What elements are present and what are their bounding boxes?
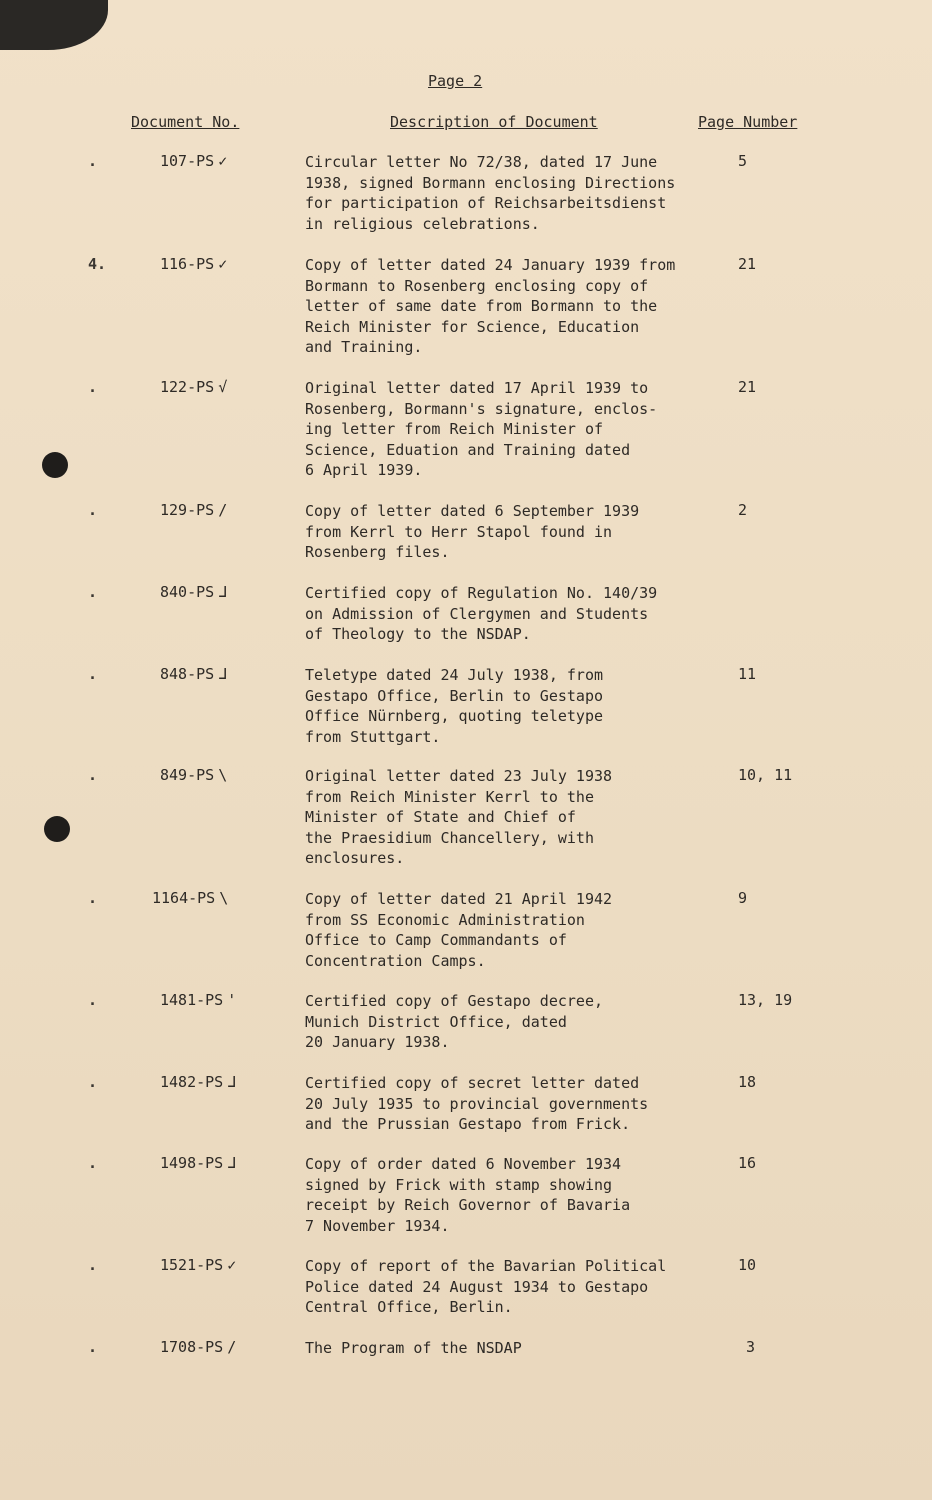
document-description: Certified copy of secret letter dated 20 July 1935 to provincial governments and the Prussian Gestapo from Frick. — [305, 1074, 649, 1133]
document-description: Original letter dated 17 April 1939 to Rosenberg, Bormann's signature, enclos- ing letter from Reich Minister of Science, Eduation and Training dated 6 April 1939. — [305, 379, 658, 479]
punch-hole-upper — [42, 452, 68, 478]
check-mark-icon: / — [227, 1338, 237, 1356]
row-mark: 4. — [88, 255, 107, 273]
document-number: 1482-PS ᒧ — [160, 1073, 237, 1091]
page-number: 10, 11 — [738, 766, 793, 784]
check-mark-icon: ✓ — [218, 255, 228, 273]
page-number: 5 — [738, 152, 748, 170]
document-number: 848-PS ᒧ — [160, 665, 228, 683]
header-page-number: Page Number — [698, 113, 798, 131]
page-number: 9 — [738, 889, 748, 907]
document-description: Copy of report of the Bavarian Political Police dated 24 August 1934 to Gestapo Central Office, Berlin. — [305, 1257, 667, 1316]
check-mark-icon: ' — [227, 991, 237, 1009]
document-number: 1481-PS ' — [160, 991, 237, 1009]
document-number: 1708-PS / — [160, 1338, 237, 1356]
row-mark: . — [88, 583, 98, 601]
check-mark-icon: \ — [218, 766, 228, 784]
page-number: 16 — [738, 1154, 757, 1172]
row-mark: . — [88, 378, 98, 396]
row-mark: . — [88, 1154, 98, 1172]
corner-binding-mark — [0, 0, 108, 50]
row-mark: . — [88, 501, 98, 519]
check-mark-icon: ᒧ — [227, 1154, 237, 1172]
check-mark-icon: √ — [218, 378, 228, 396]
document-description: Original letter dated 23 July 1938 from Reich Minister Kerrl to the Minister of State and Chief of the Praesidium Chancellery, with enclosures. — [305, 767, 613, 867]
document-description: Circular letter No 72/38, dated 17 June 1938, signed Bormann enclosing Directions for participation of Reichsarbeitsdienst in religious celebrations. — [305, 153, 676, 233]
document-number: 122-PS √ — [160, 378, 228, 396]
document-number: 1498-PS ᒧ — [160, 1154, 237, 1172]
document-number: 116-PS ✓ — [160, 255, 228, 273]
document-number: 107-PS ✓ — [160, 152, 228, 170]
document-description: Certified copy of Gestapo decree, Munich District Office, dated 20 January 1938. — [305, 992, 604, 1051]
page-number: 21 — [738, 255, 757, 273]
document-number: 849-PS \ — [160, 766, 228, 784]
row-mark: . — [88, 1338, 98, 1356]
document-number: 840-PS ᒧ — [160, 583, 228, 601]
header-description: Description of Document — [390, 113, 598, 131]
row-mark: . — [88, 889, 98, 907]
row-mark: . — [88, 1073, 98, 1091]
row-mark: . — [88, 991, 98, 1009]
document-number: 1164-PS \ — [152, 889, 229, 907]
page-number: 18 — [738, 1073, 757, 1091]
check-mark-icon: \ — [219, 889, 229, 907]
document-description: Teletype dated 24 July 1938, from Gestapo Office, Berlin to Gestapo Office Nürnberg, quoting teletype from Stuttgart. — [305, 666, 604, 746]
row-mark: . — [88, 1256, 98, 1274]
document-description: Copy of order dated 6 November 1934 signed by Frick with stamp showing receipt by Reich Governor of Bavaria 7 November 1934. — [305, 1155, 631, 1235]
check-mark-icon: ✓ — [218, 152, 228, 170]
check-mark-icon: ✓ — [227, 1256, 237, 1274]
document-description: The Program of the NSDAP — [305, 1339, 522, 1357]
check-mark-icon: ᒧ — [218, 665, 228, 683]
page-number: 2 — [738, 501, 748, 519]
document-description: Copy of letter dated 21 April 1942 from SS Economic Administration Office to Camp Commandants of Concentration Camps. — [305, 890, 613, 970]
page-number: 21 — [738, 378, 757, 396]
page-number: 10 — [738, 1256, 757, 1274]
document-description: Copy of letter dated 24 January 1939 from Bormann to Rosenberg enclosing copy of letter of same date from Bormann to the Reich Minister for Science, Education and Training. — [305, 256, 676, 356]
row-mark: . — [88, 766, 98, 784]
row-mark: . — [88, 152, 98, 170]
document-number: 1521-PS ✓ — [160, 1256, 237, 1274]
page-number: 11 — [738, 665, 757, 683]
check-mark-icon: ᒧ — [227, 1073, 237, 1091]
check-mark-icon: / — [218, 501, 228, 519]
page-number: 3 — [746, 1338, 756, 1356]
document-description: Certified copy of Regulation No. 140/39 on Admission of Clergymen and Students of Theology to the NSDAP. — [305, 584, 658, 643]
document-description: Copy of letter dated 6 September 1939 from Kerrl to Herr Stapol found in Rosenberg files. — [305, 502, 640, 561]
check-mark-icon: ᒧ — [218, 583, 228, 601]
row-mark: . — [88, 665, 98, 683]
header-document-no: Document No. — [131, 113, 240, 131]
punch-hole-lower — [44, 816, 70, 842]
page-title: Page 2 — [428, 72, 483, 90]
page-number: 13, 19 — [738, 991, 793, 1009]
document-number: 129-PS / — [160, 501, 228, 519]
